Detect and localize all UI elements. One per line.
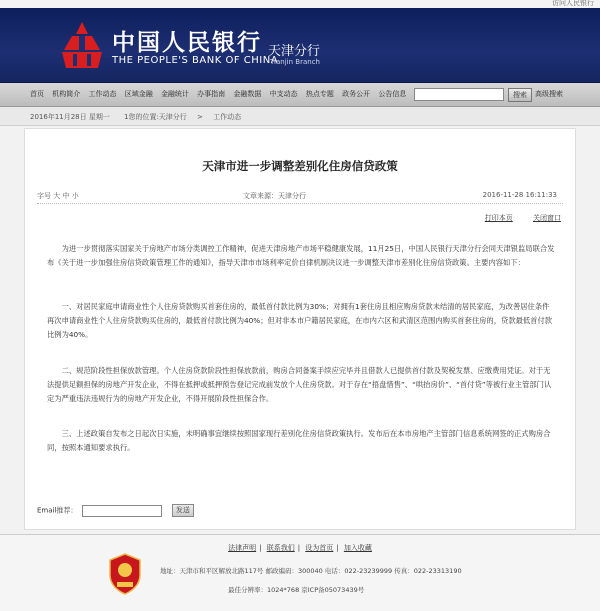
branch-name-en: Tianjin Branch xyxy=(270,58,320,66)
pboc-logo-icon xyxy=(58,20,106,70)
nav-item-regional[interactable]: 区域金融 xyxy=(124,90,153,98)
font-size-control xyxy=(37,191,79,201)
visit-link[interactable]: 访问人民银行 xyxy=(552,0,594,7)
main-nav xyxy=(0,83,600,107)
advanced-search-link[interactable]: 高级搜索 xyxy=(535,90,563,98)
nav-item-guide[interactable]: 办事指南 xyxy=(197,90,226,98)
article-title: 天津市进一步调整差别化住房信贷政策 xyxy=(202,159,398,173)
font-size-large[interactable]: 大 xyxy=(53,192,61,200)
nav-item-subbranch[interactable]: 中支动态 xyxy=(269,90,298,98)
site-footer xyxy=(0,534,600,611)
article-paragraph: 二、规范阶段性担保放款管理。个人住房贷款阶段性担保放款前，购房合同备案手续应完毕并且借款人已提供首付款及契税发票、应缴费用凭证。对于无法提供足额担保的房地产开发企业，不得在抵押或抵押预告登记完成前发放个人住房贷款。对于存在“捂盘惜售”、“哄抬房价”、“首付贷”等被行业主管部门认定为严重违法违规行为的房地产开发企业，不得开展阶段性担保合作。 xyxy=(47,366,552,403)
divider xyxy=(37,203,563,204)
nav-item-data[interactable]: 金融数据 xyxy=(233,90,262,98)
print-link[interactable]: 打印本页 xyxy=(484,214,513,222)
government-badge-icon[interactable] xyxy=(108,553,142,595)
breadcrumb-home[interactable]: 1您的位置:天津分行 xyxy=(124,113,187,121)
breadcrumb xyxy=(0,107,600,126)
branch-name-cn: 天津分行 xyxy=(268,44,321,59)
footer-link-homepage[interactable]: 设为首页 xyxy=(305,544,334,552)
email-label: Email推荐： xyxy=(37,506,78,515)
article-tools xyxy=(467,213,561,223)
nav-item-notices[interactable]: 公告信息 xyxy=(378,90,407,98)
current-date: 2016年11月28日 星期一 xyxy=(30,113,110,121)
nav-item-public[interactable]: 政务公开 xyxy=(342,90,371,98)
close-window-link[interactable]: 关闭窗口 xyxy=(533,214,561,222)
nav-item-about[interactable]: 机构简介 xyxy=(52,90,81,98)
send-button[interactable]: 发送 xyxy=(172,504,194,517)
article-paragraph: 为进一步贯彻落实国家关于房地产市场分类调控工作精神，促进天津房地产市场平稳健康发展，11月25日，中国人民银行天津分行会同天津银监局联合发布《关于进一步加强住房信贷政策管理工作的通知》，指导天津市市场利率定价自律机制决议进一步调整天津市差别化住房信贷政策。主要内容如下： xyxy=(47,244,555,267)
email-input[interactable] xyxy=(82,505,162,517)
article-card xyxy=(24,128,576,530)
font-size-label: 字号 xyxy=(37,192,51,200)
footer-links: 法律声明 | 联系我们 | 设为首页 | 加入收藏 xyxy=(228,544,372,552)
article-time: 2016-11-28 16:11:33 xyxy=(482,191,557,199)
footer-resolution: 最佳分辨率：1024*768 京ICP备05073439号 xyxy=(228,586,365,594)
article-meta xyxy=(37,191,563,201)
bank-name-en: THE PEOPLE'S BANK OF CHINA xyxy=(112,55,279,66)
nav-item-home[interactable]: 首页 xyxy=(30,90,44,98)
nav-item-statistics[interactable]: 金融统计 xyxy=(160,90,189,98)
font-size-medium[interactable]: 中 xyxy=(62,192,70,200)
email-recommend xyxy=(37,504,194,517)
search-button[interactable]: 搜索 xyxy=(508,88,532,102)
search-input[interactable] xyxy=(414,88,504,101)
footer-link-contact[interactable]: 联系我们 xyxy=(266,544,295,552)
nav-item-topics[interactable]: 热点专题 xyxy=(305,90,334,98)
article-paragraph: 三、上述政策自发布之日起次日实施，未明确事宜继续按照国家现行差别化住房信贷政策执行。发布后在本市房地产主管部门信息系统网签的正式购房合同，按照本通知要求执行。 xyxy=(47,429,551,452)
footer-link-favorite[interactable]: 加入收藏 xyxy=(343,544,372,552)
site-header xyxy=(0,8,600,83)
footer-address: 地址：天津市和平区解放北路117号 邮政编码：300040 电话：022-23239999 传真：022-23313190 xyxy=(160,567,462,575)
breadcrumb-current[interactable]: 工作动态 xyxy=(213,113,242,121)
footer-link-legal[interactable]: 法律声明 xyxy=(228,544,257,552)
breadcrumb-separator: > xyxy=(197,113,203,121)
top-utility-bar xyxy=(0,0,600,8)
article-paragraph: 一、对居民家庭申请商业性个人住房贷款购买首套住房的，最低首付款比例为30%；对拥有1套住房且相应购房贷款未结清的居民家庭，为改善居住条件再次申请商业性个人住房贷款购买住房的，最低首付款比例为40%；但对非本市户籍居民家庭，在市内六区和武清区范围内购买首套住房的，贷款最低首付款比例为40%。 xyxy=(47,302,553,339)
article-source: 文章来源：天津分行 xyxy=(243,192,306,200)
nav-item-work[interactable]: 工作动态 xyxy=(88,90,117,98)
font-size-small[interactable]: 小 xyxy=(71,192,79,200)
bank-name-cn: 中国人民银行 xyxy=(112,29,262,56)
